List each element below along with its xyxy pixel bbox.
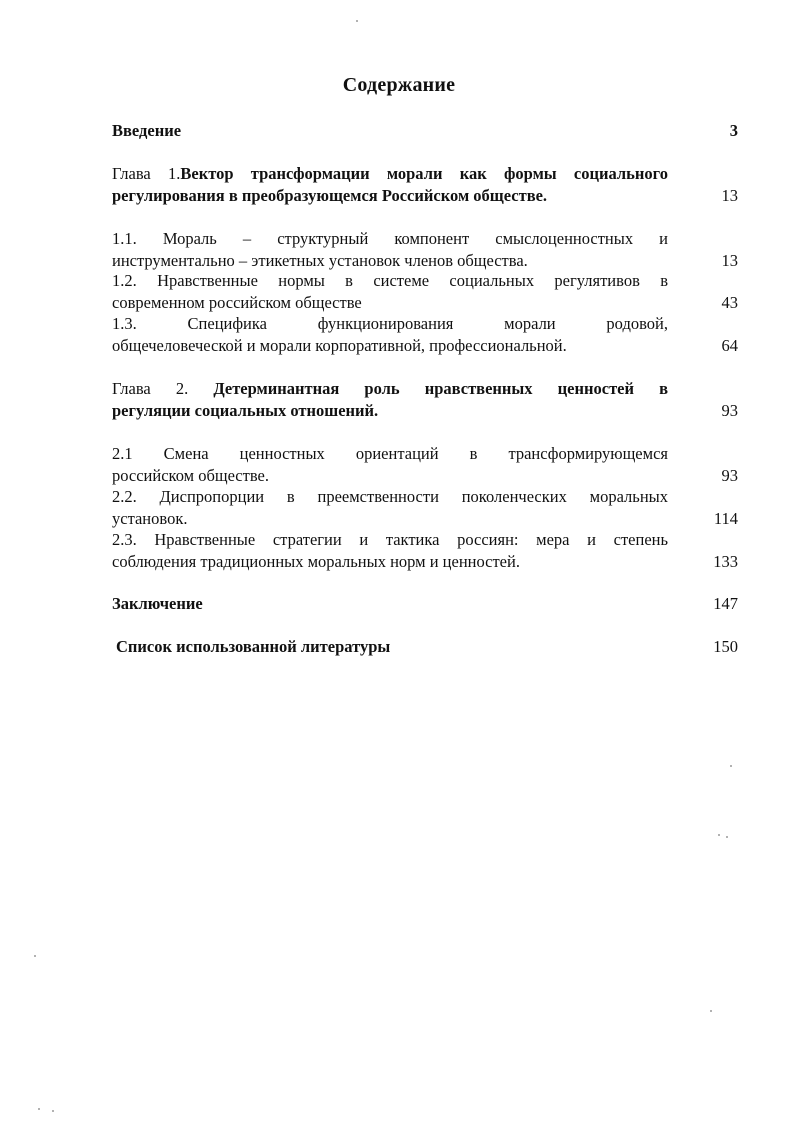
- toc-entry-bibliography-page: 150: [713, 637, 738, 656]
- toc-entry-section-2-2[interactable]: [112, 486, 738, 532]
- toc-entry-section-1-2-line-1: 1.2. Нравственные нормы в системе социальных регулятивов в: [112, 271, 668, 290]
- scan-speck: [52, 1110, 54, 1112]
- toc-entry-section-1-3-line-1: 1.3. Специфика функционирования морали родовой,: [112, 314, 668, 333]
- toc-entry-section-1-3-line-2: общечеловеческой и морали корпоративной, профессиональной.: [112, 335, 567, 355]
- toc-entry-section-2-3-line-2: соблюдения традиционных моральных норм и ценностей.: [112, 551, 520, 571]
- toc-entry-section-1-3[interactable]: [112, 313, 738, 359]
- toc-entry-bibliography-title: Список использованной литературы: [116, 637, 391, 656]
- toc-entry-chapter-1-prefix: Глава 1.: [112, 164, 181, 183]
- scan-speck: [730, 765, 732, 767]
- toc-entry-section-2-1-line-2: российском обществе.: [112, 465, 269, 485]
- toc-entry-bibliography[interactable]: [116, 636, 738, 660]
- page-title: Содержание: [342, 74, 456, 96]
- toc-entry-section-2-2-line-1: 2.2. Диспропорции в преемственности поколенческих моральных: [112, 487, 668, 506]
- toc-entry-intro-title: Введение: [112, 121, 182, 140]
- toc-entry-section-2-3-line-1: 2.3. Нравственные стратегии и тактика россиян: мера и степень: [112, 530, 668, 549]
- scan-speck: [356, 20, 358, 22]
- toc-entry-section-1-2[interactable]: [112, 270, 738, 316]
- toc-entry-chapter-2-page: 93: [721, 401, 738, 420]
- scan-speck: [726, 836, 728, 838]
- toc-entry-section-1-2-line-2: современном российском обществе: [112, 292, 362, 312]
- toc-entry-section-2-3-page: 133: [713, 552, 738, 571]
- toc-entry-chapter-2-title-line-2: регуляции социальных отношений.: [112, 400, 379, 420]
- toc-entry-conclusion[interactable]: [112, 593, 738, 617]
- scan-speck: [34, 955, 36, 957]
- toc-entry-section-1-2-page: 43: [721, 293, 738, 312]
- toc-entry-conclusion-page: 147: [713, 594, 738, 613]
- toc-entry-chapter-2-title-line-1: Детерминантная роль нравственных ценностей в: [213, 379, 668, 398]
- toc-entry-chapter-1-title-line-1: Вектор трансформации морали как формы социального: [180, 164, 668, 183]
- toc-entry-chapter-2-prefix: Глава 2.: [112, 379, 214, 398]
- toc-entry-section-2-1-page: 93: [721, 466, 738, 485]
- scan-speck: [38, 1108, 40, 1110]
- toc-entry-chapter-1-page: 13: [721, 186, 738, 205]
- toc-entry-section-2-2-page: 114: [713, 509, 738, 528]
- toc-entry-section-1-1-line-1: 1.1. Мораль – структурный компонент смыслоценностных и: [112, 229, 668, 248]
- toc-entry-conclusion-title: Заключение: [112, 594, 203, 613]
- scan-speck: [718, 834, 720, 836]
- toc-entry-chapter-2[interactable]: [112, 378, 738, 424]
- toc-entry-section-1-1-line-2: инструментально – этикетных установок членов общества.: [112, 250, 528, 270]
- toc-entry-section-2-1-line-1: 2.1 Смена ценностных ориентаций в трансформирующемся: [112, 444, 668, 463]
- toc-entry-intro-page: 3: [729, 121, 738, 140]
- toc-entry-section-2-1[interactable]: [112, 443, 738, 489]
- toc-entry-section-1-1-page: 13: [721, 251, 738, 270]
- toc-entry-section-1-1[interactable]: [112, 228, 738, 274]
- toc-entry-section-1-3-page: 64: [721, 336, 738, 355]
- toc-entry-section-2-3[interactable]: [112, 529, 738, 575]
- toc-entry-chapter-1-title-line-2: регулирования в преобразующемся Российском обществе.: [112, 185, 548, 205]
- toc-entry-chapter-1[interactable]: [112, 163, 738, 209]
- scan-speck: [710, 1010, 712, 1012]
- toc-entry-section-2-2-line-2: установок.: [112, 508, 188, 528]
- toc-entry-intro[interactable]: [112, 120, 738, 144]
